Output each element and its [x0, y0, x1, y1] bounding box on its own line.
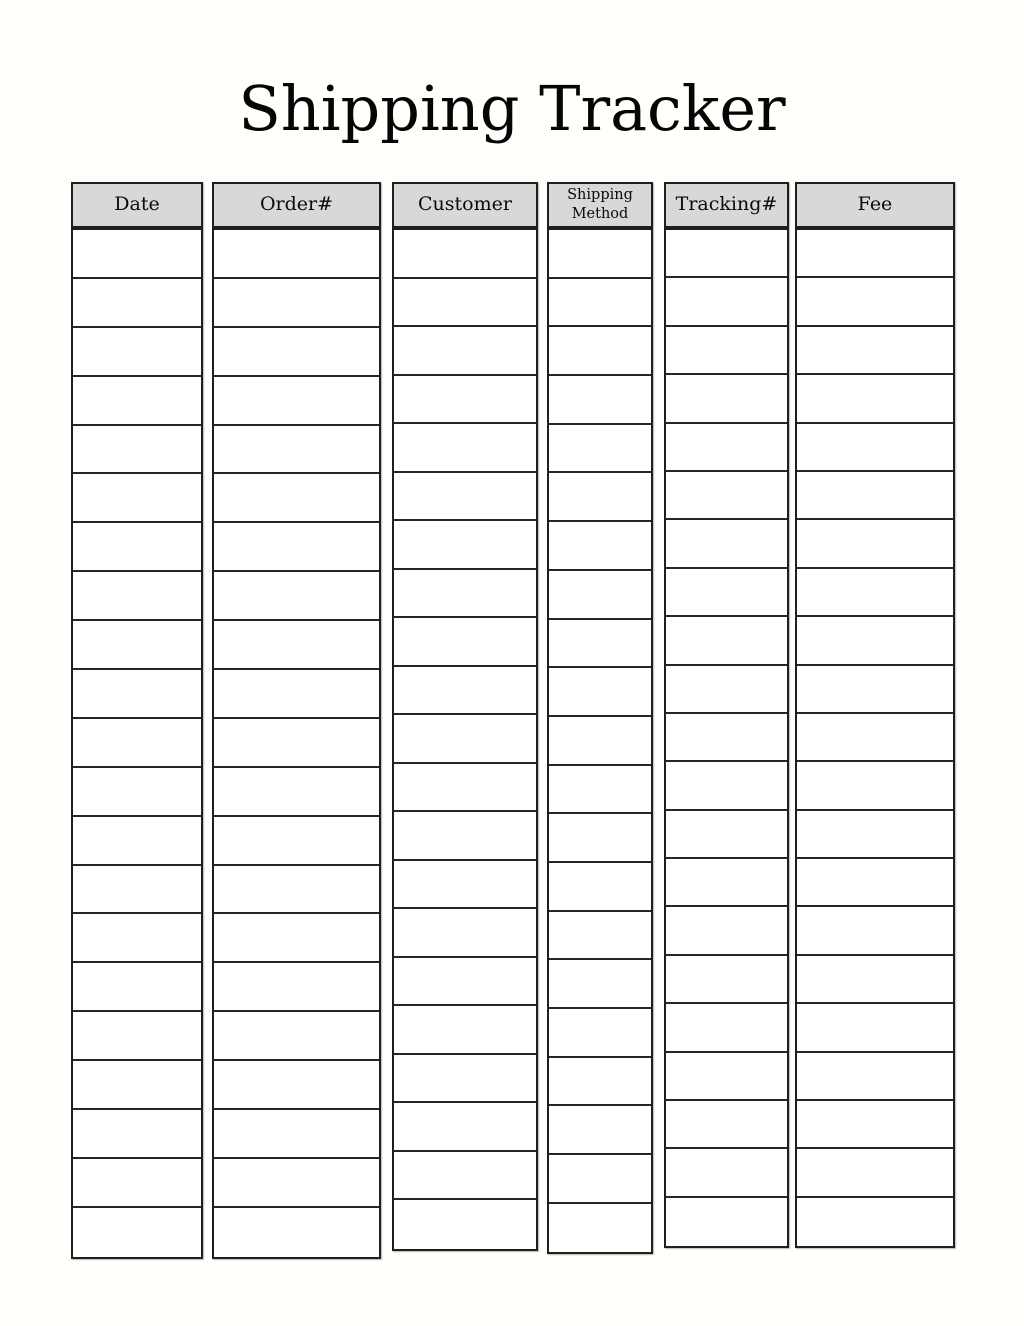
- column-shipping-method: [547, 182, 653, 1254]
- column-rows-date: [71, 228, 203, 1259]
- cell-customer-row-13[interactable]: [394, 812, 536, 861]
- cell-order-number-row-3[interactable]: [214, 328, 379, 377]
- cell-shipping-method-row-19[interactable]: [549, 1106, 651, 1155]
- cell-date-row-3[interactable]: [73, 328, 201, 377]
- cell-customer-row-19[interactable]: [394, 1103, 536, 1152]
- cell-customer-row-9[interactable]: [394, 618, 536, 667]
- cell-order-number-row-9[interactable]: [214, 621, 379, 670]
- cell-customer-row-17[interactable]: [394, 1006, 536, 1055]
- cell-fee-row-9[interactable]: [797, 617, 953, 665]
- cell-date-row-7[interactable]: [73, 523, 201, 572]
- cell-customer-row-7[interactable]: [394, 521, 536, 570]
- cell-fee-row-18[interactable]: [797, 1053, 953, 1101]
- cell-order-number-row-11[interactable]: [214, 719, 379, 768]
- cell-shipping-method-row-21[interactable]: [549, 1204, 651, 1253]
- cell-order-number-row-16[interactable]: [214, 963, 379, 1012]
- cell-date-row-4[interactable]: [73, 377, 201, 426]
- cell-customer-row-20[interactable]: [394, 1152, 536, 1201]
- cell-tracking-number-row-10[interactable]: [666, 666, 787, 714]
- cell-customer-row-4[interactable]: [394, 376, 536, 425]
- cell-date-row-21[interactable]: [73, 1208, 201, 1257]
- cell-shipping-method-row-7[interactable]: [549, 522, 651, 571]
- cell-shipping-method-row-2[interactable]: [549, 279, 651, 328]
- cell-date-row-16[interactable]: [73, 963, 201, 1012]
- cell-fee-row-5[interactable]: [797, 424, 953, 472]
- cell-fee-row-4[interactable]: [797, 375, 953, 423]
- cell-tracking-number-row-2[interactable]: [666, 278, 787, 326]
- cell-tracking-number-row-21[interactable]: [666, 1198, 787, 1246]
- cell-date-row-5[interactable]: [73, 426, 201, 475]
- cell-tracking-number-row-5[interactable]: [666, 424, 787, 472]
- cell-fee-row-20[interactable]: [797, 1149, 953, 1197]
- column-header-label: Customer: [418, 193, 512, 216]
- cell-tracking-number-row-14[interactable]: [666, 859, 787, 907]
- cell-order-number-row-10[interactable]: [214, 670, 379, 719]
- column-header-fee: [795, 182, 955, 228]
- cell-customer-row-16[interactable]: [394, 958, 536, 1007]
- cell-order-number-row-17[interactable]: [214, 1012, 379, 1061]
- cell-customer-row-5[interactable]: [394, 424, 536, 473]
- cell-date-row-13[interactable]: [73, 817, 201, 866]
- column-rows-order-number: [212, 228, 381, 1259]
- cell-customer-row-14[interactable]: [394, 861, 536, 910]
- cell-tracking-number-row-13[interactable]: [666, 811, 787, 859]
- cell-customer-row-15[interactable]: [394, 909, 536, 958]
- column-header-shipping-method: [547, 182, 653, 228]
- page-title: Shipping Tracker: [238, 72, 786, 145]
- cell-order-number-row-13[interactable]: [214, 817, 379, 866]
- cell-date-row-15[interactable]: [73, 914, 201, 963]
- cell-fee-row-11[interactable]: [797, 714, 953, 762]
- cell-date-row-11[interactable]: [73, 719, 201, 768]
- cell-tracking-number-row-11[interactable]: [666, 714, 787, 762]
- cell-order-number-row-6[interactable]: [214, 474, 379, 523]
- cell-date-row-6[interactable]: [73, 474, 201, 523]
- cell-shipping-method-row-20[interactable]: [549, 1155, 651, 1204]
- column-rows-fee: [795, 228, 955, 1248]
- cell-fee-row-15[interactable]: [797, 907, 953, 955]
- cell-fee-row-6[interactable]: [797, 472, 953, 520]
- cell-shipping-method-row-6[interactable]: [549, 473, 651, 522]
- cell-fee-row-19[interactable]: [797, 1101, 953, 1149]
- cell-order-number-row-5[interactable]: [214, 426, 379, 475]
- cell-tracking-number-row-3[interactable]: [666, 327, 787, 375]
- cell-tracking-number-row-18[interactable]: [666, 1053, 787, 1101]
- cell-order-number-row-21[interactable]: [214, 1208, 379, 1257]
- cell-tracking-number-row-9[interactable]: [666, 617, 787, 665]
- cell-tracking-number-row-8[interactable]: [666, 569, 787, 617]
- cell-order-number-row-12[interactable]: [214, 768, 379, 817]
- cell-date-row-12[interactable]: [73, 768, 201, 817]
- cell-shipping-method-row-15[interactable]: [549, 912, 651, 961]
- column-header-label: Fee: [857, 193, 893, 216]
- column-order-number: [212, 182, 381, 1259]
- cell-shipping-method-row-12[interactable]: [549, 766, 651, 815]
- cell-customer-row-10[interactable]: [394, 667, 536, 716]
- column-date: [71, 182, 203, 1259]
- column-header-label: Date: [114, 193, 160, 216]
- cell-shipping-method-row-4[interactable]: [549, 376, 651, 425]
- cell-customer-row-1[interactable]: [394, 230, 536, 279]
- cell-order-number-row-1[interactable]: [214, 230, 379, 279]
- cell-fee-row-16[interactable]: [797, 956, 953, 1004]
- cell-tracking-number-row-1[interactable]: [666, 230, 787, 278]
- cell-order-number-row-18[interactable]: [214, 1061, 379, 1110]
- cell-order-number-row-20[interactable]: [214, 1159, 379, 1208]
- cell-tracking-number-row-7[interactable]: [666, 520, 787, 568]
- cell-customer-row-3[interactable]: [394, 327, 536, 376]
- column-rows-customer: [392, 228, 538, 1251]
- cell-tracking-number-row-19[interactable]: [666, 1101, 787, 1149]
- cell-shipping-method-row-11[interactable]: [549, 717, 651, 766]
- cell-shipping-method-row-1[interactable]: [549, 230, 651, 279]
- cell-tracking-number-row-12[interactable]: [666, 762, 787, 810]
- column-header-order-number: [212, 182, 381, 228]
- column-header-label: Order#: [259, 193, 334, 216]
- cell-customer-row-2[interactable]: [394, 279, 536, 328]
- cell-order-number-row-8[interactable]: [214, 572, 379, 621]
- column-header-label: Shipping Method: [567, 187, 633, 222]
- tracker-table: [71, 182, 955, 1259]
- cell-shipping-method-row-3[interactable]: [549, 327, 651, 376]
- cell-customer-row-6[interactable]: [394, 473, 536, 522]
- cell-customer-row-11[interactable]: [394, 715, 536, 764]
- cell-date-row-17[interactable]: [73, 1012, 201, 1061]
- cell-fee-row-8[interactable]: [797, 569, 953, 617]
- cell-date-row-14[interactable]: [73, 866, 201, 915]
- column-fee: [795, 182, 955, 1248]
- cell-order-number-row-4[interactable]: [214, 377, 379, 426]
- cell-tracking-number-row-16[interactable]: [666, 956, 787, 1004]
- column-header-customer: [392, 182, 538, 228]
- cell-fee-row-1[interactable]: [797, 230, 953, 278]
- cell-shipping-method-row-17[interactable]: [549, 1009, 651, 1058]
- cell-customer-row-18[interactable]: [394, 1055, 536, 1104]
- cell-customer-row-12[interactable]: [394, 764, 536, 813]
- cell-order-number-row-7[interactable]: [214, 523, 379, 572]
- cell-date-row-2[interactable]: [73, 279, 201, 328]
- cell-fee-row-3[interactable]: [797, 327, 953, 375]
- cell-shipping-method-row-9[interactable]: [549, 620, 651, 669]
- cell-customer-row-8[interactable]: [394, 570, 536, 619]
- cell-fee-row-17[interactable]: [797, 1004, 953, 1052]
- cell-fee-row-21[interactable]: [797, 1198, 953, 1246]
- cell-fee-row-10[interactable]: [797, 666, 953, 714]
- cell-tracking-number-row-15[interactable]: [666, 907, 787, 955]
- cell-shipping-method-row-13[interactable]: [549, 814, 651, 863]
- cell-shipping-method-row-16[interactable]: [549, 960, 651, 1009]
- cell-shipping-method-row-8[interactable]: [549, 571, 651, 620]
- column-header-label: Tracking#: [675, 193, 778, 216]
- cell-date-row-19[interactable]: [73, 1110, 201, 1159]
- cell-order-number-row-2[interactable]: [214, 279, 379, 328]
- cell-date-row-20[interactable]: [73, 1159, 201, 1208]
- cell-order-number-row-15[interactable]: [214, 914, 379, 963]
- column-header-date: [71, 182, 203, 228]
- cell-fee-row-14[interactable]: [797, 859, 953, 907]
- cell-fee-row-13[interactable]: [797, 811, 953, 859]
- cell-tracking-number-row-17[interactable]: [666, 1004, 787, 1052]
- column-rows-shipping-method: [547, 228, 653, 1254]
- cell-customer-row-21[interactable]: [394, 1200, 536, 1249]
- column-rows-tracking-number: [664, 228, 789, 1248]
- column-tracking-number: [664, 182, 789, 1248]
- cell-order-number-row-14[interactable]: [214, 866, 379, 915]
- cell-fee-row-12[interactable]: [797, 762, 953, 810]
- column-header-tracking-number: [664, 182, 789, 228]
- column-customer: [392, 182, 538, 1251]
- cell-order-number-row-19[interactable]: [214, 1110, 379, 1159]
- cell-shipping-method-row-14[interactable]: [549, 863, 651, 912]
- cell-fee-row-7[interactable]: [797, 520, 953, 568]
- cell-date-row-8[interactable]: [73, 572, 201, 621]
- cell-fee-row-2[interactable]: [797, 278, 953, 326]
- cell-tracking-number-row-6[interactable]: [666, 472, 787, 520]
- cell-date-row-1[interactable]: [73, 230, 201, 279]
- cell-shipping-method-row-10[interactable]: [549, 668, 651, 717]
- cell-date-row-9[interactable]: [73, 621, 201, 670]
- cell-date-row-10[interactable]: [73, 670, 201, 719]
- cell-tracking-number-row-4[interactable]: [666, 375, 787, 423]
- cell-shipping-method-row-5[interactable]: [549, 425, 651, 474]
- cell-date-row-18[interactable]: [73, 1061, 201, 1110]
- cell-tracking-number-row-20[interactable]: [666, 1149, 787, 1197]
- cell-shipping-method-row-18[interactable]: [549, 1058, 651, 1107]
